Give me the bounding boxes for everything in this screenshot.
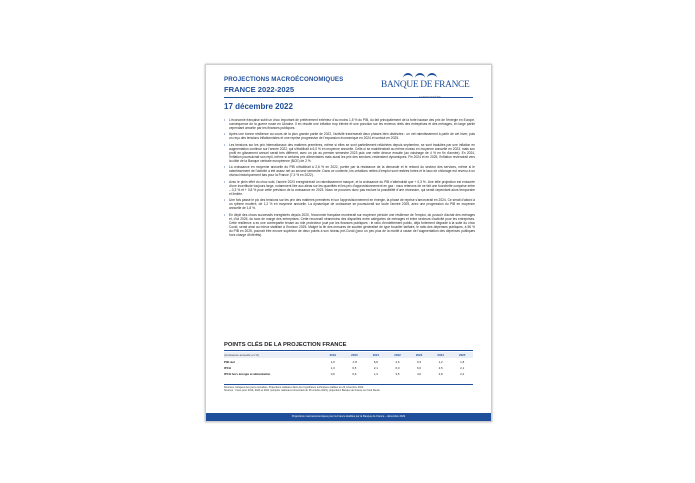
cell: 2,8: [438, 371, 443, 376]
key-projections-title: POINTS CLÉS DE LA PROJECTION FRANCE: [224, 342, 347, 348]
logo-subtitle: EUROSYSTÈME: [419, 96, 442, 99]
table-row: [224, 371, 473, 377]
publication-date: 17 décembre 2022: [224, 102, 293, 111]
cell: 6,0: [395, 365, 400, 370]
cell: 0,3: [417, 360, 422, 365]
row-label: IPCH: [224, 365, 231, 370]
cell: 1,8: [460, 360, 465, 365]
unit-label: (croissance annuelle en %): [224, 353, 259, 358]
cell: 0,5: [352, 365, 357, 370]
cell: 0,6: [352, 371, 357, 376]
logo-arcs-icon: [403, 73, 437, 79]
table-row: [224, 358, 473, 365]
logo-text: BANQUE DE FRANCE: [381, 80, 470, 90]
title-line-2: FRANCE 2022-2025: [224, 84, 295, 94]
bullet-item: • La croissance en moyenne annuelle du PIB s'établirait à 2,6 % en 2022, portée par la résistance de la demande et le rebond du secteur des services, même si le ralentissement de l'activité a été assez net au second semestre. Dans ce contexte, les créations nettes d'emploi sont restées fortes et le taux de chômage est revenu à un niveau historiquement bas pour la France (7,3 % en 2022).: [224, 165, 475, 177]
summary-bullets: [224, 118, 475, 239]
cell: 2,5: [438, 365, 443, 370]
row-label: PIB réel: [224, 360, 235, 365]
cell: 1,3: [330, 365, 335, 370]
cell: 1,9: [330, 360, 335, 365]
note-line: Sources : Insee pour 2019, 2020 et 2021 (comptes nationaux trimestriels du 28 octobre 2022), projections Banque de France sur fond bleuté.: [224, 389, 381, 393]
year-header: 2024: [437, 353, 444, 358]
note-line: Données corrigées des jours ouvrables. Projections réalisées dans des hypothèses techniques établies au 23 novembre 2022.: [224, 386, 364, 389]
cell: 6,8: [373, 360, 378, 365]
cell: -7,8: [351, 360, 357, 365]
document-page: [205, 64, 492, 422]
cell: 1,3: [373, 371, 378, 376]
bullet-item: • Une fois passé le pic des tensions sur les prix des matières premières et sur l'approvisionnement en énergie, la phase de reprise s'amorcerait en 2024. Ce serait d'abord à un rythme modéré, de 1,2 % en moyenne annuelle. La dynamique de croissance se poursuivrait sur toute l'année 2025, avec une progression du PIB en moyenne annuelle de 1,8 %.: [224, 198, 475, 210]
title-line-1: PROJECTIONS MACROÉCONOMIQUES: [224, 76, 344, 83]
cell: 4,0: [417, 371, 422, 376]
row-label: IPCH hors énergie et alimentation: [224, 371, 271, 376]
cell: 3,5: [395, 371, 400, 376]
document-title: [224, 77, 343, 93]
page-footer: Projections macroéconomiques pour la France établies par la Banque de France – décembre 2022: [206, 413, 491, 421]
year-header: 2019: [329, 353, 336, 358]
bullet-item: • En dépit des chocs successifs enregistrés depuis 2020, l'économie française montrerait sur moyenne période une résilience de l'emploi, du pouvoir d'achat des ménages et, d'ici 2025, du taux de marge des entreprises. Cette reconnaît néanmoins des disparités entre catégories de ménages et entre secteurs d'activité pour les entreprises. Cette résilience a eu une contrepartie tenant au rôle protecteur joué par les finances publiques : le ratio d'endettement public, déjà fortement dégradé à la suite du choc Covid, serait ainsi au mieux stabilisé à l'horizon 2025. Malgré la fin des mesures de soutien généralisé de type bouclier tarifaire, le ratio des dépenses publiques, à 56 % du PIB en 2025, pourrait être encore supérieur de deux points à son niveau pré-Covid (pour un peu plus de la moitié à cause de l'augmentation des dépenses publiques hors charge d'intérêts).: [224, 213, 475, 237]
bullet-item: • Après une bonne résilience au cours de la plus grande partie de 2022, l'activité traverserait deux phases bien distinctes : un net ralentissement à partir de cet hiver, puis un reçu des tensions inflationnistes et une reprise progressive de l'expansion économique en 2024 et surtout en 2025.: [224, 132, 475, 140]
year-header: 2022: [394, 353, 401, 358]
cell: 0,6: [330, 371, 335, 376]
cell: 6,0: [417, 365, 422, 370]
year-header: 2020: [351, 353, 358, 358]
cell: 1,2: [438, 360, 443, 365]
key-projections-table: [224, 352, 473, 377]
cell: 2,1: [460, 365, 465, 370]
cell: 2,2: [460, 371, 465, 376]
banque-de-france-logo: [381, 73, 477, 99]
table-bottom-divider: [224, 384, 473, 385]
bullet-item: • Les tensions sur les prix internationaux des matières premières, même si elles se sont partiellement relâchées depuis septembre, se sont traduites par une inflation en augmentation continue sur l'année 2022, qui s'établirait à 6,0 % en moyenne annuelle. Celle-ci se maintiendrait au même niveau en moyenne annuelle en 2023, mais son profil en glissement annuel serait très différent, avec un pic au premier semestre 2023 puis une nette décrue ensuite (au voisinage de 4 % en fin d'année). En 2024, l'inflation poursuivrait son repli, même si certains prix alimentaires mais aussi les prix des services, resteraient dynamiques. Fin 2024 et en 2025, l'inflation reviendrait vers la cible de la Banque centrale européenne (BCE) de 2 %.: [224, 143, 475, 163]
year-header: 2025: [458, 353, 466, 358]
key-projections-divider: [224, 350, 473, 351]
bullet-item: • Avec le plein effet du choc subi, l'année 2023 enregistrerait un ralentissement marqué, et la croissance du PIB n'atteindrait que + 0,3 %. Une telle projection est entourée d'une incertitude toujours large, notamment liée aux aléas sur les quantités et les prix d'approvisionnement en gaz : nous retenons de ne fait une fourchette comprise entre – 0,3 % et + 0,8 % pour cette prévision de la croissance en 2023. Nous ne pouvons donc pas exclure la possibilité d'une récession, qui serait cependant alors temporaire et limitée.: [224, 180, 475, 196]
cell: 2,1: [373, 365, 378, 370]
year-header: 2021: [372, 353, 380, 358]
year-header: 2023: [415, 353, 423, 358]
table-notes: [224, 386, 473, 392]
bullet-item: • L'économie française subit un choc important de prélèvement extérieur d'au moins 1,5 % du PIB, du fait principalement de la forte hausse des prix de l'énergie en Europe, conséquence de la guerre russe en Ukraine. Il en résulte une inflation trop élevée et une ponction sur les revenus réels des entreprises et des ménages, en large partie cependant amortie par les finances publiques.: [224, 118, 475, 130]
cell: 2,6: [395, 360, 400, 365]
header-divider: [224, 97, 473, 98]
